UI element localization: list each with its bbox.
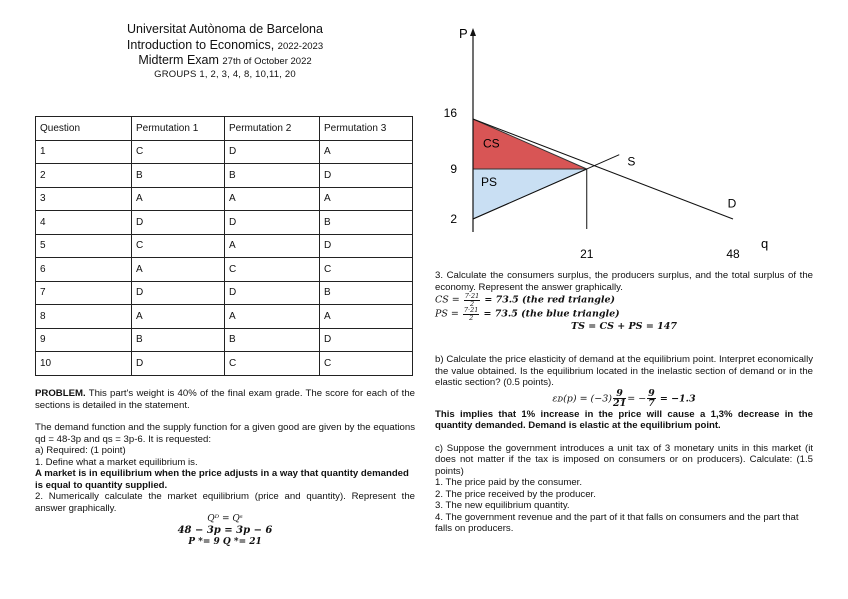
table-cell: A	[320, 140, 413, 164]
table-cell: D	[320, 234, 413, 258]
exam-groups: GROUPS 1, 2, 3, 4, 8, 10,11, 20	[154, 68, 296, 80]
cs-result: = 73.5 (the red triangle)	[484, 294, 616, 306]
elasticity-result: = −1.3	[659, 393, 696, 405]
cs-label: CS	[483, 136, 500, 151]
y-tick-label: 9	[450, 162, 457, 176]
elasticity-answer: This implies that 1% increase in the price will cause a 1,3% decrease in the quantity demanded. Demand is elastic at the equilibrium point.	[435, 408, 813, 432]
problem-intro	[35, 388, 415, 411]
table-cell: D	[320, 328, 413, 352]
answer-1: A market is in equilibrium when the price adjusts in a way that quantity demanded is equal to quantity supplied.	[35, 468, 409, 491]
table-row	[36, 281, 413, 305]
equation-equilibrium-condition: Qᴰ = Qˢ	[207, 514, 243, 524]
cs-formula	[435, 293, 813, 307]
exam-line	[100, 53, 350, 69]
table-row	[36, 305, 413, 329]
cs-formula-label: CS =	[435, 294, 460, 306]
table-cell: C	[225, 352, 320, 376]
y-axis-label: P	[459, 26, 468, 41]
problem-label: PROBLEM.	[35, 388, 86, 399]
table-cell: A	[132, 305, 225, 329]
column-header: Permutation 2	[225, 117, 320, 141]
table-cell: 6	[36, 258, 132, 282]
table-row	[36, 352, 413, 376]
table-cell: 4	[36, 211, 132, 235]
table-cell: A	[225, 187, 320, 211]
problem-section	[35, 388, 415, 548]
table-cell: B	[225, 164, 320, 188]
demand-label: D	[727, 196, 737, 211]
table-cell: B	[132, 328, 225, 352]
university-name: Universitat Autònoma de Barcelona	[127, 22, 323, 36]
problem-statement: The demand function and the supply function for a given good are given by the equations qd = 48-3p and qs = 3p-6. It is requested:	[35, 422, 415, 445]
x-tick-label: 48	[726, 247, 740, 261]
cs-fraction-numerator: 7·21	[464, 292, 480, 300]
column-header: Question	[36, 117, 132, 141]
equation-solve: 48 − 3p = 3p − 6	[177, 524, 273, 536]
table-cell: D	[225, 140, 320, 164]
table-cell: A	[320, 187, 413, 211]
table-cell: D	[132, 352, 225, 376]
fraction-denominator: 21	[612, 398, 627, 410]
elasticity-formula	[435, 389, 813, 409]
y-tick-label: 16	[443, 106, 457, 120]
table-row	[36, 140, 413, 164]
table-cell: D	[225, 281, 320, 305]
ps-fraction	[463, 307, 479, 321]
problem-intro-text: This part's weight is 40% of the final exam grade. The score for each of the sections is detailed in the statement.	[35, 388, 415, 411]
table-row	[36, 258, 413, 282]
table-cell: 5	[36, 234, 132, 258]
cs-fraction	[464, 293, 480, 307]
section-c-item: 1. The price paid by the consumer.	[435, 477, 583, 489]
fraction-denominator: 7	[648, 398, 655, 410]
course-name: Introduction to Economics,	[126, 37, 275, 52]
solutions-section	[435, 270, 813, 535]
section-b-question: b) Calculate the price elasticity of demand at the equilibrium point. Interpret economically the value obtained. Is the equilibrium located in the inelastic section of demand or in the elastic section? (0.5 points).	[435, 354, 813, 389]
course-year: 2022-2023	[277, 40, 324, 52]
column-header: Permutation 1	[132, 117, 225, 141]
table-cell: C	[320, 258, 413, 282]
ps-result: = 73.5 (the blue triangle)	[483, 308, 620, 320]
fraction-numerator: 9	[648, 387, 655, 399]
table-row	[36, 187, 413, 211]
supply-label: S	[627, 154, 636, 169]
ps-formula	[435, 307, 813, 321]
table-cell: A	[225, 234, 320, 258]
table-cell: 9	[36, 328, 132, 352]
table-row	[36, 328, 413, 352]
section-c-item: 3. The new equilibrium quantity.	[435, 500, 570, 512]
elasticity-fraction-2	[647, 389, 656, 409]
exam-header	[100, 22, 350, 81]
elasticity-fraction-1	[613, 389, 626, 409]
ts-formula	[435, 321, 813, 332]
section-c-question: c) Suppose the government introduces a unit tax of 3 monetary units in this market (it does not matter if the tax is imposed on consumers or on producers). Calculate: (1.5 points)	[435, 442, 813, 477]
fraction-numerator: 9	[613, 389, 626, 400]
table-cell: D	[225, 211, 320, 235]
elasticity-mid: = −	[627, 393, 647, 405]
table-cell: 2	[36, 164, 132, 188]
table-cell: D	[132, 211, 225, 235]
table-cell: A	[132, 187, 225, 211]
equation-result: P *= 9 Q *= 21	[188, 536, 262, 547]
table-cell: 10	[36, 352, 132, 376]
table-cell: B	[225, 328, 320, 352]
answer-table-header	[36, 117, 413, 141]
table-cell: C	[320, 352, 413, 376]
ps-label: PS	[481, 175, 498, 190]
table-cell: D	[320, 164, 413, 188]
surplus-chart	[435, 22, 795, 262]
table-row	[36, 164, 413, 188]
x-axis-label: q	[761, 236, 769, 251]
table-cell: C	[132, 140, 225, 164]
section-c-item: 4. The government revenue and the part of it that falls on consumers and the part that falls on producers.	[435, 511, 799, 535]
ps-fraction-numerator: 7·21	[463, 306, 479, 314]
answer-table-body	[36, 140, 413, 375]
table-row	[36, 234, 413, 258]
table-cell: 1	[36, 140, 132, 164]
ps-fraction-denominator: 2	[469, 313, 474, 322]
elasticity-lhs: εᴅ(p) = (−3)	[552, 393, 612, 405]
ps-formula-label: PS =	[435, 308, 459, 320]
ts-result: TS = CS + PS = 147	[571, 321, 677, 332]
exam-title: Midterm Exam	[138, 53, 219, 68]
table-cell: A	[132, 258, 225, 282]
table-cell: B	[320, 211, 413, 235]
table-cell: 7	[36, 281, 132, 305]
table-cell: B	[320, 281, 413, 305]
table-cell: D	[132, 281, 225, 305]
cs-fraction-denominator: 2	[469, 299, 475, 308]
question-2: 2. Numerically calculate the market equilibrium (price and quantity). Represent the answer graphically.	[35, 491, 415, 514]
column-header: Permutation 3	[320, 117, 413, 141]
table-cell: 3	[36, 187, 132, 211]
table-row	[36, 211, 413, 235]
table-cell: A	[320, 305, 413, 329]
y-tick-label: 2	[450, 212, 457, 226]
table-cell: C	[132, 234, 225, 258]
table-cell: B	[132, 164, 225, 188]
table-cell: 8	[36, 305, 132, 329]
table-cell: C	[225, 258, 320, 282]
exam-date: 27th of October 2022	[222, 56, 312, 68]
course-line	[100, 38, 350, 54]
answer-table	[35, 116, 413, 376]
question-1: 1. Define what a market equilibrium is.	[35, 456, 198, 468]
section-3-question: 3. Calculate the consumers surplus, the producers surplus, and the total surplus of the economy. Represent the answer graphically.	[435, 270, 813, 293]
part-a-heading: a) Required: (1 point)	[35, 445, 126, 456]
x-tick-label: 21	[580, 247, 594, 261]
section-c-item: 2. The price received by the producer.	[435, 488, 596, 500]
table-cell: A	[225, 305, 320, 329]
y-axis-arrow-icon	[470, 28, 476, 36]
